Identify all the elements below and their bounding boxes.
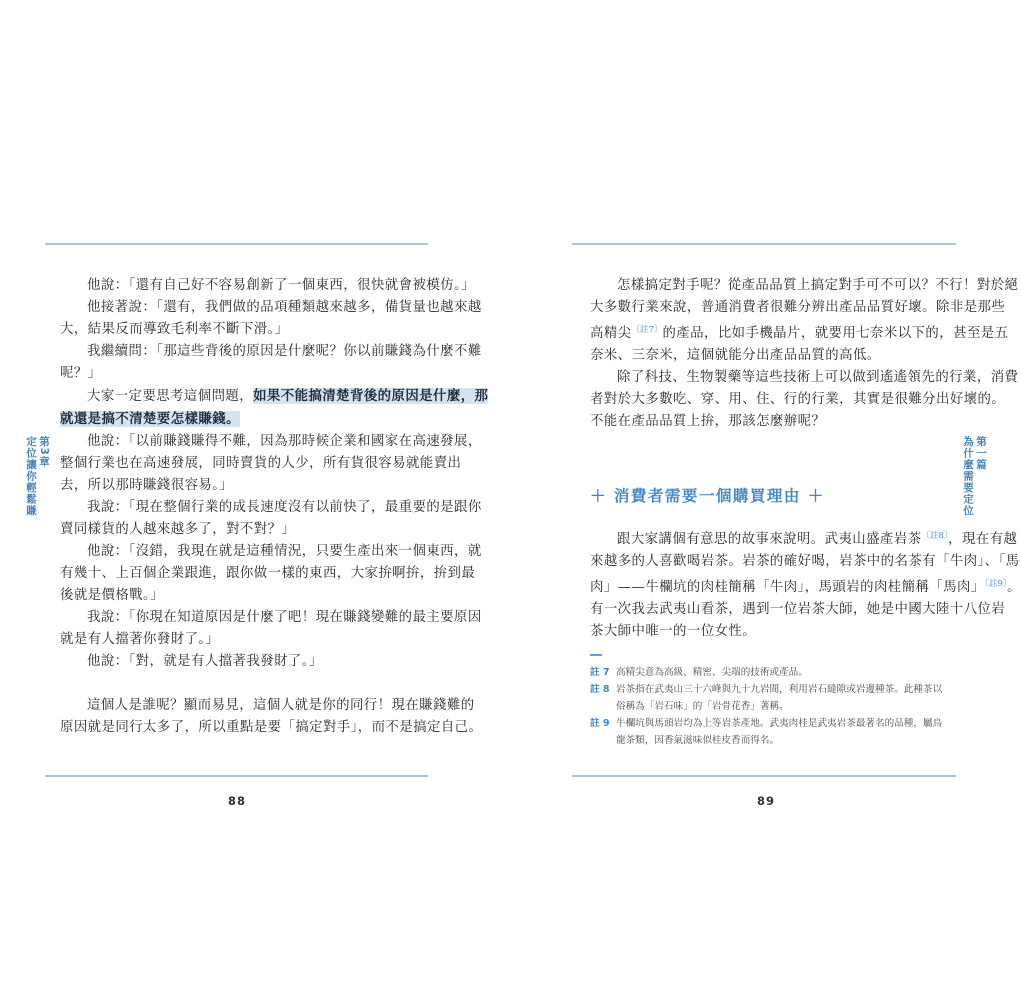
- paragraph: [60, 607, 482, 651]
- text-line: [590, 319, 1009, 345]
- text-line: 怎樣搞定對手呢？從產品品質上搞定對手可不可以？不行！對於絕: [617, 278, 1019, 293]
- text-line: 茶大師中唯一的一位女性。: [590, 624, 757, 639]
- page-number-left: 88: [228, 794, 247, 808]
- right-part-tab: [961, 436, 987, 517]
- text-plain: 。: [1007, 580, 1021, 595]
- text-line: 去，所以那時賺錢很容易。」: [60, 478, 234, 493]
- right-page-story: [590, 525, 1021, 643]
- text-plain: 肉」——牛欄坑的肉桂簡稱「牛肉」，馬頭岩的肉桂簡稱「馬肉」: [590, 580, 985, 595]
- text-line: 原因就是同行太多了，所以重點是要「搞定對手」，而不是搞定自己。: [60, 720, 483, 735]
- text-line: 呢？」: [60, 366, 102, 381]
- chapter-title: 定位讓你輕鬆賺: [25, 436, 37, 517]
- text-plain: 的產品，比如手機晶片，就要用七奈米以下的，甚至是五: [662, 326, 1009, 341]
- paragraph: [60, 541, 482, 607]
- paragraph: [60, 341, 482, 385]
- footnote-ref-9[interactable]: 〔註9〕: [984, 579, 1008, 589]
- footnote-line: 牛欄坑與馬頭岩均為上等岩茶產地。武夷肉桂是武夷岩茶最著名的品種，屬烏: [616, 718, 943, 729]
- right-top-rule: [572, 243, 956, 245]
- text-line: [60, 408, 413, 431]
- highlight-text: 如果不能搞清楚背後的原因是什麼，那: [253, 388, 489, 404]
- footnote-label: 註 7: [590, 667, 610, 678]
- chapter-number: 第3章: [38, 436, 50, 468]
- footnote-ref-7[interactable]: 〔註7〕: [631, 325, 663, 335]
- text-plain: 大家一定要思考這個問題，: [87, 389, 254, 404]
- part-title: 為什麼需要定位: [962, 436, 974, 517]
- paragraph: [590, 525, 1021, 643]
- footnote-7: [590, 664, 942, 681]
- text-line: [590, 525, 1018, 551]
- footnote-text: [616, 681, 942, 715]
- text-line: 他說：「對，就是有人擋著我發財了。」: [87, 654, 323, 669]
- text-line: 我說：「你現在知道原因是什麼了吧！現在賺錢變難的最主要原因: [87, 610, 482, 625]
- paragraph: [590, 275, 1019, 367]
- text-line: 他接著說：「還有，我們做的品項種類越來越多，備貨量也越來越: [87, 300, 482, 315]
- left-page-body: [60, 275, 489, 739]
- text-line: 賣同樣貨的人越來越多了，對不對？」: [60, 522, 296, 537]
- footnote-line: 岩茶指在武夷山三十六峰與九十九岩間，利用岩石縫隙或岩邊種茶。此種茶以: [616, 684, 943, 695]
- text-line: 有一次我去武夷山看茶，遇到一位岩茶大師，她是中國大陸十八位岩: [590, 602, 1006, 617]
- text-line: 大，結果反而導致毛利率不斷下滑。」: [60, 322, 289, 337]
- text-line: 我繼續問：「那這些背後的原因是什麼呢？你以前賺錢為什麼不難: [87, 344, 482, 359]
- footnote-divider: [590, 654, 602, 656]
- highlighted-paragraph: [60, 385, 489, 431]
- part-number: 第一篇: [975, 436, 987, 471]
- footnote-8: [590, 681, 942, 715]
- footnote-label: 註 8: [590, 684, 610, 695]
- text-line: 我說：「現在整個行業的成長速度沒有以前快了，最重要的是跟你: [87, 500, 482, 515]
- text-line: [590, 573, 1021, 599]
- text-line: 就是有人擋著你發財了。」: [60, 632, 220, 647]
- text-line: [60, 385, 489, 408]
- paragraph: [60, 297, 482, 341]
- right-bottom-rule: [572, 775, 956, 777]
- text-line: 有幾十、上百個企業跟進，跟你做一樣的東西，大家拚啊拚，拚到最: [60, 566, 476, 581]
- footnote-ref-8[interactable]: 〔註8〕: [921, 531, 949, 541]
- text-line: 不能在產品品質上拚，那該怎麼辦呢？: [590, 414, 826, 429]
- left-bottom-rule: [45, 775, 428, 777]
- text-plain: 跟大家講個有意思的故事來說明。武夷山盛產岩茶: [617, 532, 922, 547]
- paragraph: [60, 431, 482, 497]
- paragraph: [60, 497, 482, 541]
- text-line: 他說：「還有自己好不容易創新了一個東西，很快就會被模仿。」: [87, 278, 475, 293]
- text-line: 整個行業也在高速發展，同時賣貨的人少，所有貨很容易就能賣出: [60, 456, 462, 471]
- footnote-line: 高精尖意為高級、精密、尖端的技術或產品。: [616, 667, 808, 678]
- text-line: 來越多的人喜歡喝岩茶。岩茶的確好喝，岩茶中的名茶有「牛肉」、「馬: [590, 554, 1020, 569]
- section-heading: ＋ 消費者需要一個購買理由 ＋: [590, 487, 825, 505]
- paragraph: [60, 651, 413, 673]
- footnote-text: [616, 715, 942, 749]
- text-line: 大多數行業來說，普通消費者很難分辨出產品品質好壞。除非是那些: [590, 300, 1006, 315]
- footnote-line: 龍茶類，因香氣滋味似桂皮香而得名。: [616, 735, 780, 746]
- text-line: 後就是價格戰。」: [60, 588, 165, 603]
- highlight-text: 就還是搞不清楚要怎樣賺錢。: [60, 411, 240, 427]
- paragraph: [590, 367, 1019, 433]
- right-page-body: [590, 275, 1019, 433]
- left-top-rule: [45, 243, 428, 245]
- page-number-right: 89: [757, 794, 776, 808]
- text-line: 他說：「以前賺錢賺得不難，因為那時候企業和國家在高速發展，: [87, 434, 482, 449]
- text-plain: 高精尖: [590, 326, 632, 341]
- footnotes: [590, 664, 942, 749]
- text-plain: ，現在有越: [948, 532, 1018, 547]
- text-line: 者對於大多數吃、穿、用、住、行的行業，其實是很難分出好壞的。: [590, 392, 1006, 407]
- text-line: 奈米、三奈米，這個就能分出產品品質的高低。: [590, 348, 881, 363]
- footnote-line: 俗稱為「岩石味」的「岩骨花香」著稱。: [616, 701, 789, 712]
- footnote-text: [616, 664, 808, 681]
- text-line: 這個人是誰呢？顯而易見，這個人就是你的同行！現在賺錢難的: [87, 698, 475, 713]
- footnote-9: [590, 715, 942, 749]
- text-line: 他說：「沒錯，我現在就是這種情況，只要生產出來一個東西，就: [87, 544, 482, 559]
- left-chapter-tab: [24, 436, 50, 517]
- footnote-label: 註 9: [590, 718, 610, 729]
- text-line: 除了科技、生物製藥等這些技術上可以做到遙遙領先的行業，消費: [617, 370, 1019, 385]
- paragraph: [60, 695, 483, 739]
- paragraph: [60, 275, 475, 297]
